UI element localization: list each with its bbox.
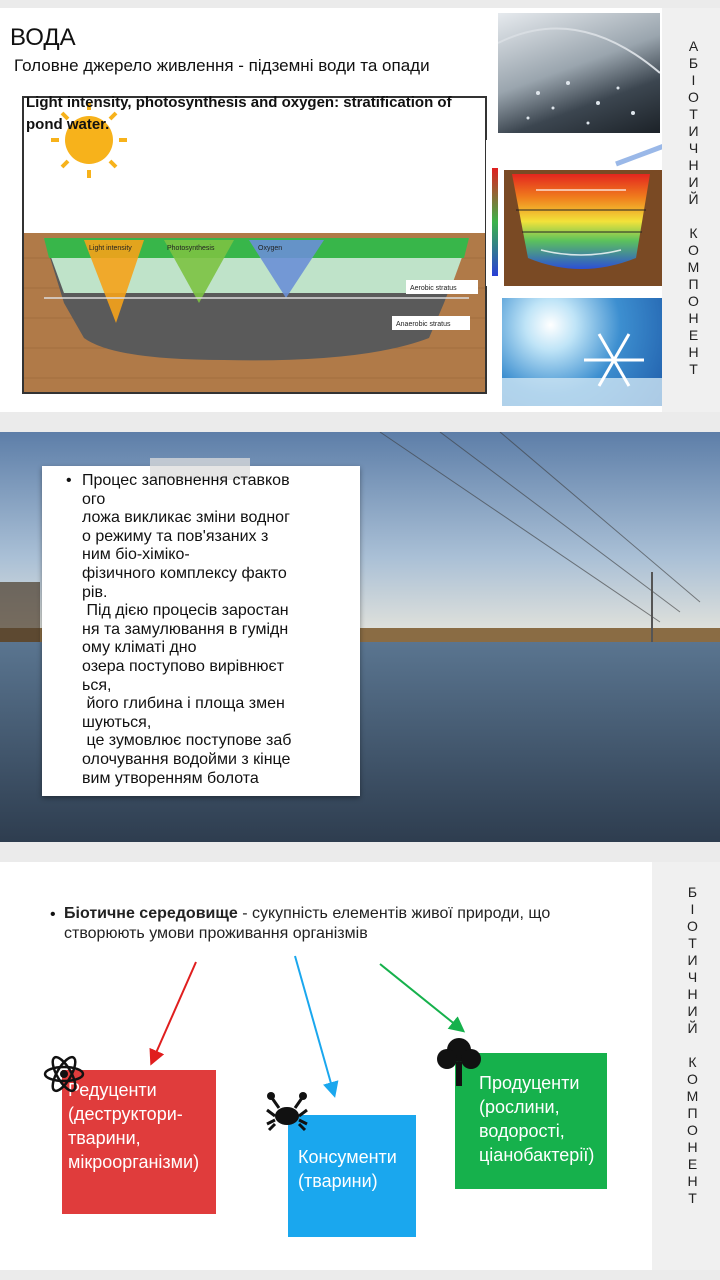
vertical-letter: М	[686, 1088, 700, 1104]
rain-image	[498, 13, 660, 133]
vertical-letter: П	[687, 1105, 699, 1121]
vertical-letter: Е	[688, 327, 700, 343]
vertical-letter	[692, 208, 697, 225]
atom-icon	[42, 1052, 86, 1096]
vertical-letter: Н	[688, 157, 700, 173]
arrow-to-reducers	[152, 962, 196, 1062]
vertical-letter: И	[687, 1003, 699, 1019]
vertical-letter: І	[690, 901, 696, 917]
tree-icon	[434, 1034, 484, 1088]
pond-stratification-image	[22, 96, 487, 394]
light-intensity-label: Light intensity	[89, 245, 132, 252]
snowflake-icon	[502, 298, 664, 406]
pond-figure-title: Light intensity, photosynthesis and oxygen: stratification of pond water.	[26, 94, 452, 133]
lake-temperature-diagram	[486, 140, 668, 286]
vertical-letter: Ч	[687, 969, 699, 985]
vertical-letter: Т	[689, 361, 699, 377]
slide-biotic	[0, 862, 720, 1270]
vertical-letter: К	[689, 225, 699, 241]
photosynthesis-label: Photosynthesis	[167, 245, 215, 252]
vertical-letter: Т	[689, 106, 699, 122]
note-text: Процес заповнення ставков ого ложа викликає зміни водног о режиму та пов'язаних з ним біо-хіміко- фізичного комплексу факто рів. Під дією процесів заростан ня та замулювання в гумідн ому кліматі дно озера поступово вирівнюєт ься, його глибина і площа змен шуються, це зумовлює поступове заб олочування водойми з кінце вим утворенням болота	[82, 472, 292, 787]
definition-bullet: •	[50, 906, 56, 923]
vertical-letter: И	[688, 174, 700, 190]
vertical-letter: Н	[688, 344, 700, 360]
definition-text: - сукупність елементів живої природи, що створюють умови проживання організмів	[64, 905, 551, 942]
vertical-letter: Б	[688, 55, 700, 71]
vertical-letter: Б	[687, 884, 699, 900]
vertical-letter: Н	[688, 310, 700, 326]
consumers-label: Консументи (тварини)	[298, 1147, 397, 1191]
vertical-letter: О	[688, 293, 700, 309]
slide-water	[0, 8, 720, 412]
arrow-to-producers	[380, 964, 462, 1030]
crab-icon	[264, 1090, 310, 1136]
slide-pond-process	[0, 432, 720, 842]
vertical-letter: Е	[687, 1156, 699, 1172]
note-bullet: •	[66, 472, 72, 489]
vertical-letter: О	[687, 1071, 699, 1087]
vertical-letter: Й	[688, 191, 700, 207]
thermal-stratification-image	[486, 140, 668, 286]
vertical-letter: И	[687, 952, 699, 968]
vertical-letter: І	[691, 72, 697, 88]
vertical-letter: П	[688, 276, 700, 292]
vertical-letter: О	[687, 918, 699, 934]
vertical-letter: Н	[687, 986, 699, 1002]
vertical-letter: О	[687, 1122, 699, 1138]
vertical-letter: Н	[687, 1139, 699, 1155]
vertical-letter: М	[687, 259, 701, 275]
vertical-letter: И	[688, 123, 700, 139]
vertical-letter: Т	[688, 935, 698, 951]
arrow-to-consumers	[295, 956, 334, 1094]
anaerobic-label: Anaerobic stratus	[396, 321, 451, 328]
definition-term: Біотичне середовище	[64, 905, 238, 922]
producers-label: Продуценти (рослини, водорості, ціанобактерії)	[479, 1073, 595, 1165]
vertical-letter: Н	[687, 1173, 699, 1189]
pond-illustration	[24, 98, 487, 394]
vertical-letter: Т	[688, 1190, 698, 1206]
biotic-vertical-label	[678, 884, 708, 1207]
vertical-letter: Й	[687, 1020, 699, 1036]
vertical-letter	[691, 1037, 696, 1054]
vertical-letter: О	[688, 242, 700, 258]
abiotic-vertical-label	[679, 38, 709, 378]
rain-drops	[498, 13, 660, 133]
oxygen-label: Oxygen	[258, 245, 283, 252]
snowflake-image	[502, 298, 664, 406]
slide-subtitle: Головне джерело живлення - підземні води та опади	[14, 56, 430, 75]
slide-title: ВОДА	[10, 24, 76, 51]
vertical-letter: Ч	[688, 140, 700, 156]
aerobic-label: Aerobic stratus	[410, 285, 457, 292]
vertical-letter: А	[688, 38, 700, 54]
vertical-letter: К	[688, 1054, 698, 1070]
reducers-label: Редуценти (деструктори-тварини, мікроорганізми)	[68, 1080, 200, 1172]
vertical-letter: О	[688, 89, 700, 105]
